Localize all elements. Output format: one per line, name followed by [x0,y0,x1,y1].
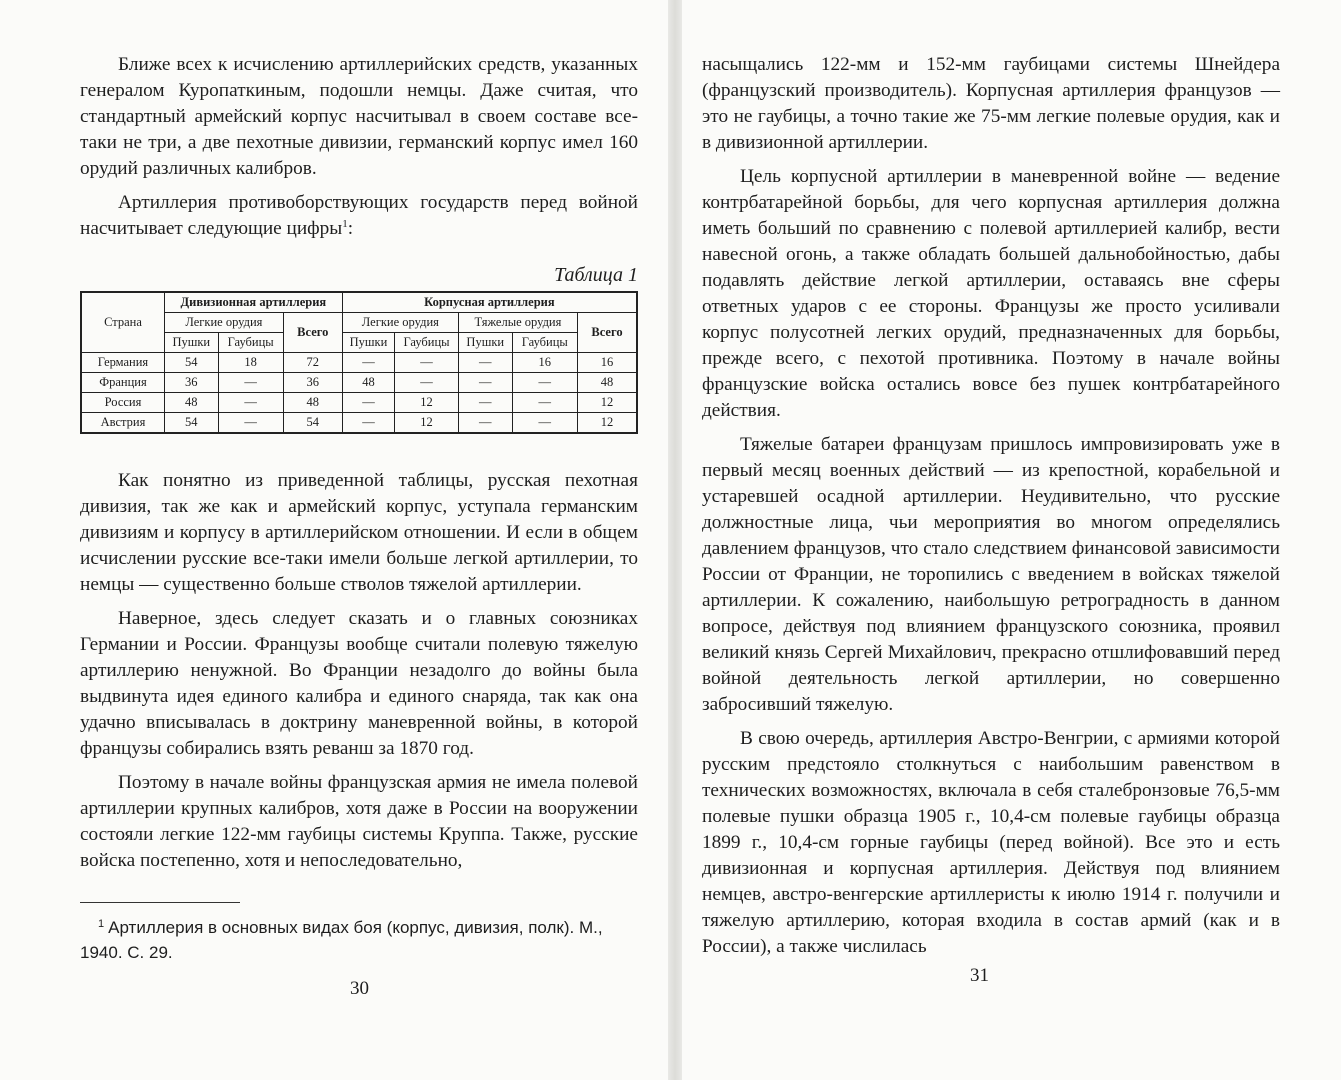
paragraph: насыщались 122-мм и 152-мм гаубицами системы Шнейдера (французский производитель). Корпусная артиллерия французов — это не гаубицы, а точно такие же 75-мм легкие полевые орудия, как и в дивизионной артиллерии. [702,54,1280,153]
table-cell: Германия [81,353,165,373]
table-cell: 54 [283,413,342,434]
footnote-divider [80,902,240,903]
header-howitzers: Гаубицы [218,333,283,353]
left-text-top [80,52,638,250]
header-total: Всего [283,313,342,353]
table-row [81,373,637,393]
table-cell: — [458,373,512,393]
table-cell: 12 [395,413,459,434]
table-cell: — [218,413,283,434]
header-corps: Корпусная артиллерия [342,292,637,313]
footnote-text: Артиллерия в основных видах боя (корпус, дивизия, полк). М., 1940. С. 29. [80,918,603,962]
table-cell: — [458,393,512,413]
table-cell: 18 [218,353,283,373]
paragraph: Тяжелые батареи французам пришлось импровизировать уже в первый месяц военных действий — из крепостной, корабельной и устаревшей осадной артиллерии. Неудивительно, что русские должностные лица, чьи мероприятия во многом определялись давлением французов, что стало следствием финансовой зависимости России от Франции, не торопились с введением в войсках тяжелой артиллерии. К сожалению, наибольшую ретроградность в данном вопросе, действуя под влиянием французского союзника, проявил великий князь Сергей Михайлович, прекрасно отшлифовавший перед войной деятельность легкой артиллерии, но совершенно забросивший тяжелую. [702,434,1280,715]
table-cell: — [218,393,283,413]
table-cell: — [512,413,577,434]
left-text-bottom [80,468,638,882]
footnote-ref[interactable]: 1 [342,218,348,230]
table-cell: 54 [165,413,219,434]
paragraph: В свою очередь, артиллерия Австро-Венгрии, с армиями которой русским предстояло столкнуться с наибольшим равенством в технических возможностях, включала в себя сталебронзовые 76,5-мм полевые пушки образца 1905 г., 10,4-см полевые гаубицы образца 1899 г., 10,4-см горные гаубицы (перед войной). Все это и есть дивизионная и корпусная артиллерия. Действуя под влиянием немцев, австро-венгерские артиллеристы к июлю 1914 г. получили и тяжелую артиллерию, которая входила в состав армий (как и в России), а также числилась [702,728,1280,957]
table-cell: 54 [165,353,219,373]
footnote [80,912,638,965]
table-cell: 36 [165,373,219,393]
table-cell: Франция [81,373,165,393]
header-cannons-heavy: Пушки [458,333,512,353]
table-row [81,413,637,434]
book-gutter [668,0,682,1080]
table-cell: 36 [283,373,342,393]
table-cell: 16 [512,353,577,373]
table-cell: — [342,393,394,413]
table-cell: — [512,373,577,393]
colon: : [347,218,354,239]
right-text [702,52,1280,968]
table-cell: 48 [165,393,219,413]
table-cell: 48 [283,393,342,413]
table-cell: 48 [578,373,638,393]
table-cell: — [512,393,577,413]
header-howitzers-light: Гаубицы [395,333,459,353]
header-heavy-guns: Тяжелые орудия [458,313,577,333]
table-cell: — [342,413,394,434]
page-number: 31 [970,965,989,986]
header-total-corps: Всего [578,313,638,353]
table-caption: Таблица 1 [554,264,638,286]
table-cell: 48 [342,373,394,393]
table-cell: — [395,353,459,373]
header-light-guns-corps: Легкие орудия [342,313,458,333]
table-cell: 16 [578,353,638,373]
table-cell: — [458,413,512,434]
table-cell: 72 [283,353,342,373]
paragraph: Как понятно из приведенной таблицы, русская пехотная дивизия, так же как и армейский корпус, уступала германским дивизиям и корпусу в артиллерийском отношении. И если в общем исчислении русские все-таки имели больше легкой артиллерии, то немцы — существенно больше стволов тяжелой артиллерии. [80,470,638,595]
paragraph: Ближе всех к исчислению артиллерийских средств, указанных генералом Куропаткиным, подошли немцы. Даже считая, что стандартный армейский корпус насчитывал в своем составе все-таки не три, а две пехотные дивизии, германский корпус имел 160 орудий различных калибров. [80,54,638,179]
artillery-table [80,291,638,434]
table-cell: 12 [578,413,638,434]
page-number: 30 [350,978,369,999]
table-row [81,393,637,413]
paragraph [80,190,638,242]
header-country: Страна [81,292,165,353]
header-howitzers-heavy: Гаубицы [512,333,577,353]
table-cell: — [218,373,283,393]
paragraph: Поэтому в начале войны французская армия не имела полевой артиллерии крупных калибров, хотя даже в России на вооружении состояли легкие 122-мм гаубицы системы Круппа. Также, русские войска постепенно, хотя и непоследовательно, [80,772,638,871]
paragraph-text: Артиллерия противоборствующих государств перед войной насчитывает следующие цифры [80,192,638,239]
header-light-guns: Легкие орудия [165,313,284,333]
header-divisional: Дивизионная артиллерия [165,292,343,313]
table-cell: 12 [578,393,638,413]
table-cell: Россия [81,393,165,413]
header-cannons-light: Пушки [342,333,394,353]
table-cell: 12 [395,393,459,413]
paragraph: Цель корпусной артиллерии в маневренной войне — ведение контрбатарейной борьбы, для чего корпусная артиллерия должна иметь больший по сравнению с полевой артиллерией калибр, вести навесной огонь, а также обладать большей дальнобойностью, дабы подавлять действие легкой артиллерии, оставаясь вне сферы ответных ударов с ее стороны. Французы же просто усиливали корпус полусотней легких орудий, предназначенных для борьбы, прежде всего, с пехотой противника. Поэтому в начале войны французские войска остались вовсе без пушек контрбатарейного действия. [702,166,1280,421]
table-cell: — [342,353,394,373]
paragraph: Наверное, здесь следует сказать и о главных союзниках Германии и России. Французы вообще считали полевую тяжелую артиллерию ненужной. Во Франции незадолго до войны была выдвинута идея единого калибра и единого снаряда, так как она удачно вписывалась в доктрину маневренной войны, в которой французы собирались взять реванш за 1870 год. [80,608,638,759]
table-cell: — [395,373,459,393]
right-page [682,0,1341,1080]
table-cell: — [458,353,512,373]
left-page [0,0,668,1080]
table-row [81,353,637,373]
table-cell: Австрия [81,413,165,434]
footnote-mark: 1 [98,918,105,930]
header-cannons: Пушки [165,333,219,353]
